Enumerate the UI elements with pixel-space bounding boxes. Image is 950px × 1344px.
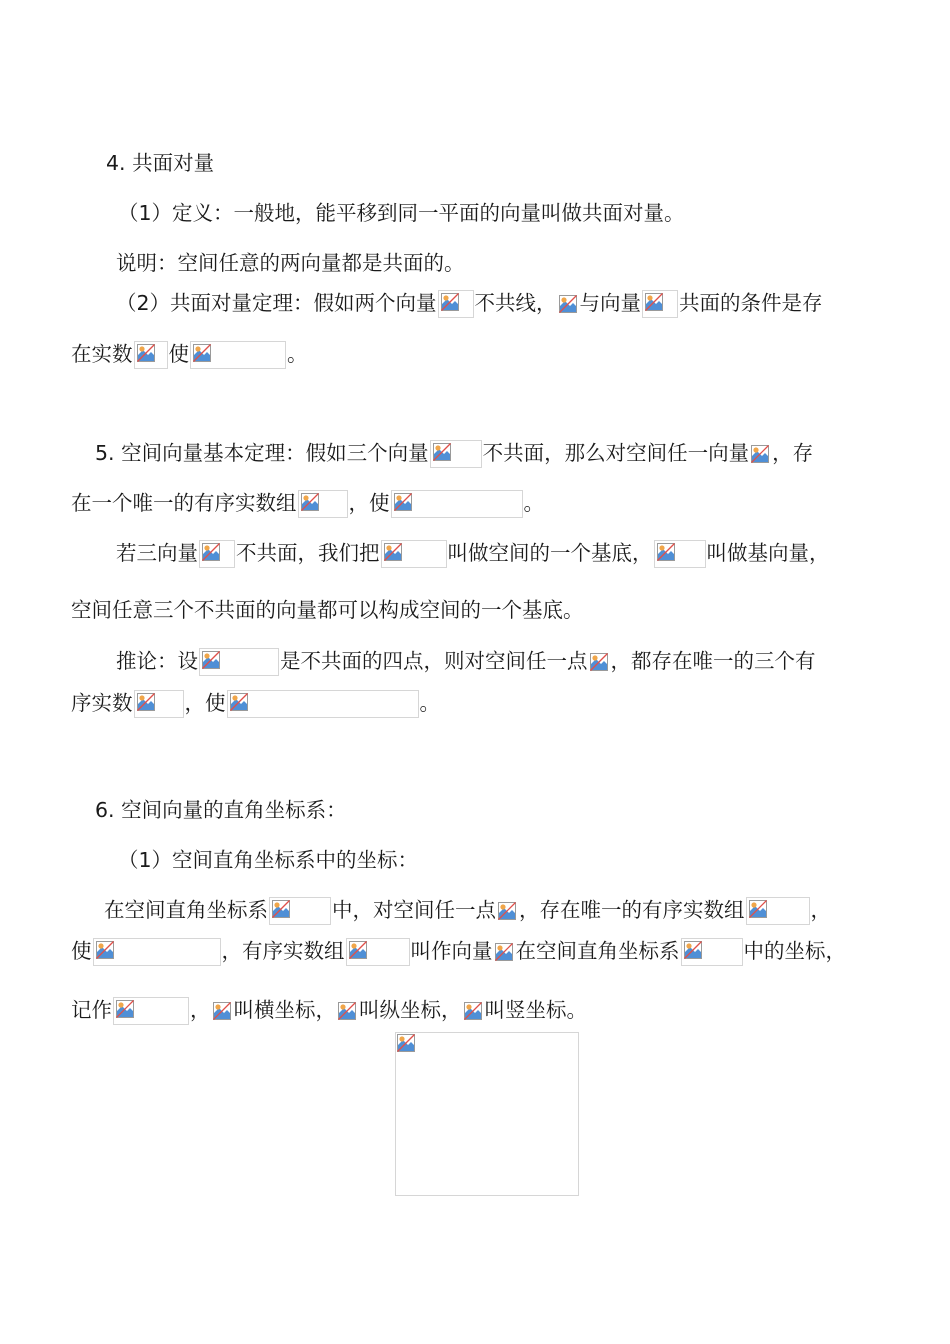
broken-image-icon — [657, 543, 675, 561]
formula-image — [463, 1000, 484, 1022]
broken-image-icon — [498, 902, 516, 920]
formula-image — [381, 540, 447, 568]
broken-image-icon — [441, 293, 459, 311]
broken-image-icon — [272, 900, 290, 918]
formula-image — [746, 897, 810, 925]
formula-image — [497, 900, 518, 922]
section-4-title: 4. 共面对量 — [106, 151, 215, 175]
coordinate-system-figure — [395, 1032, 579, 1196]
formula-image — [113, 997, 189, 1025]
broken-image-icon — [749, 900, 767, 918]
coplanar-theorem-line-2: 在实数 使 。 — [71, 337, 308, 371]
formula-image — [681, 938, 743, 966]
formula-image — [269, 897, 331, 925]
formula-image — [134, 341, 168, 369]
broken-image-icon — [193, 344, 211, 362]
formula-image — [750, 443, 771, 465]
formula-image — [438, 290, 474, 318]
broken-image-icon — [590, 653, 608, 671]
formula-image — [199, 540, 235, 568]
broken-image-icon — [338, 1002, 356, 1020]
section-6-title: 6. 空间向量的直角坐标系： — [95, 798, 347, 822]
broken-image-icon — [464, 1002, 482, 1020]
corollary-line-1: 推论：设 是不共面的四点，则对空间任一点 ，都存在唯一的三个有 — [116, 644, 816, 678]
formula-image — [298, 490, 348, 518]
broken-image-icon — [751, 445, 769, 463]
coplanar-note: 说明：空间任意的两向量都是共面的。 — [116, 251, 465, 275]
broken-image-icon — [349, 941, 367, 959]
formula-image — [642, 290, 678, 318]
formula-image — [589, 651, 610, 673]
broken-image-icon — [684, 941, 702, 959]
broken-image-icon — [137, 344, 155, 362]
corollary-line-2: 序实数 ，使 。 — [71, 686, 440, 720]
broken-image-icon — [645, 293, 663, 311]
broken-image-icon — [213, 1002, 231, 1020]
broken-image-icon — [397, 1034, 415, 1052]
formula-image — [346, 938, 410, 966]
broken-image-icon — [202, 543, 220, 561]
formula-image — [494, 941, 515, 963]
formula-image — [190, 341, 286, 369]
section-6-subtitle: （1）空间直角坐标系中的坐标： — [118, 848, 419, 872]
coordinate-line-1: 在空间直角坐标系 中，对空间任一点 ，存在唯一的有序实数组 ， — [104, 893, 831, 927]
basis-theorem-line-2: 在一个唯一的有序实数组 ，使 。 — [71, 486, 544, 520]
broken-image-icon — [301, 493, 319, 511]
coordinate-line-2: 使 ，有序实数组 叫作向量 在空间直角坐标系 中的坐标， — [71, 934, 846, 968]
formula-image — [212, 1000, 233, 1022]
formula-image — [199, 648, 279, 676]
coordinate-line-3: 记作 ， 叫横坐标， 叫纵坐标， 叫竖坐标。 — [71, 993, 587, 1027]
broken-image-icon — [96, 941, 114, 959]
formula-image — [93, 938, 221, 966]
coplanar-definition: （1）定义：一般地，能平移到同一平面的向量叫做共面对量。 — [118, 201, 685, 225]
broken-image-icon — [202, 651, 220, 669]
broken-image-icon — [137, 693, 155, 711]
formula-image — [134, 690, 184, 718]
formula-image — [430, 440, 482, 468]
formula-image — [654, 540, 706, 568]
broken-image-icon — [495, 943, 513, 961]
broken-image-icon — [433, 443, 451, 461]
broken-image-icon — [394, 493, 412, 511]
formula-image — [227, 690, 419, 718]
broken-image-icon — [559, 295, 577, 313]
basis-definition-line: 若三向量 不共面，我们把 叫做空间的一个基底， 叫做基向量， — [116, 536, 830, 570]
coplanar-theorem-line-1: （2）共面对量定理：假如两个向量 不共线， 与向量 共面的条件是存 — [116, 286, 823, 320]
basis-statement: 空间任意三个不共面的向量都可以构成空间的一个基底。 — [71, 598, 584, 622]
formula-image — [558, 293, 579, 315]
formula-image — [337, 1000, 358, 1022]
broken-image-icon — [230, 693, 248, 711]
broken-image-icon — [116, 1000, 134, 1018]
section-5-title: 5. 空间向量基本定理：假如三个向量 不共面，那么对空间任一向量 ，存 — [95, 436, 813, 470]
formula-image — [391, 490, 523, 518]
broken-image-icon — [384, 543, 402, 561]
